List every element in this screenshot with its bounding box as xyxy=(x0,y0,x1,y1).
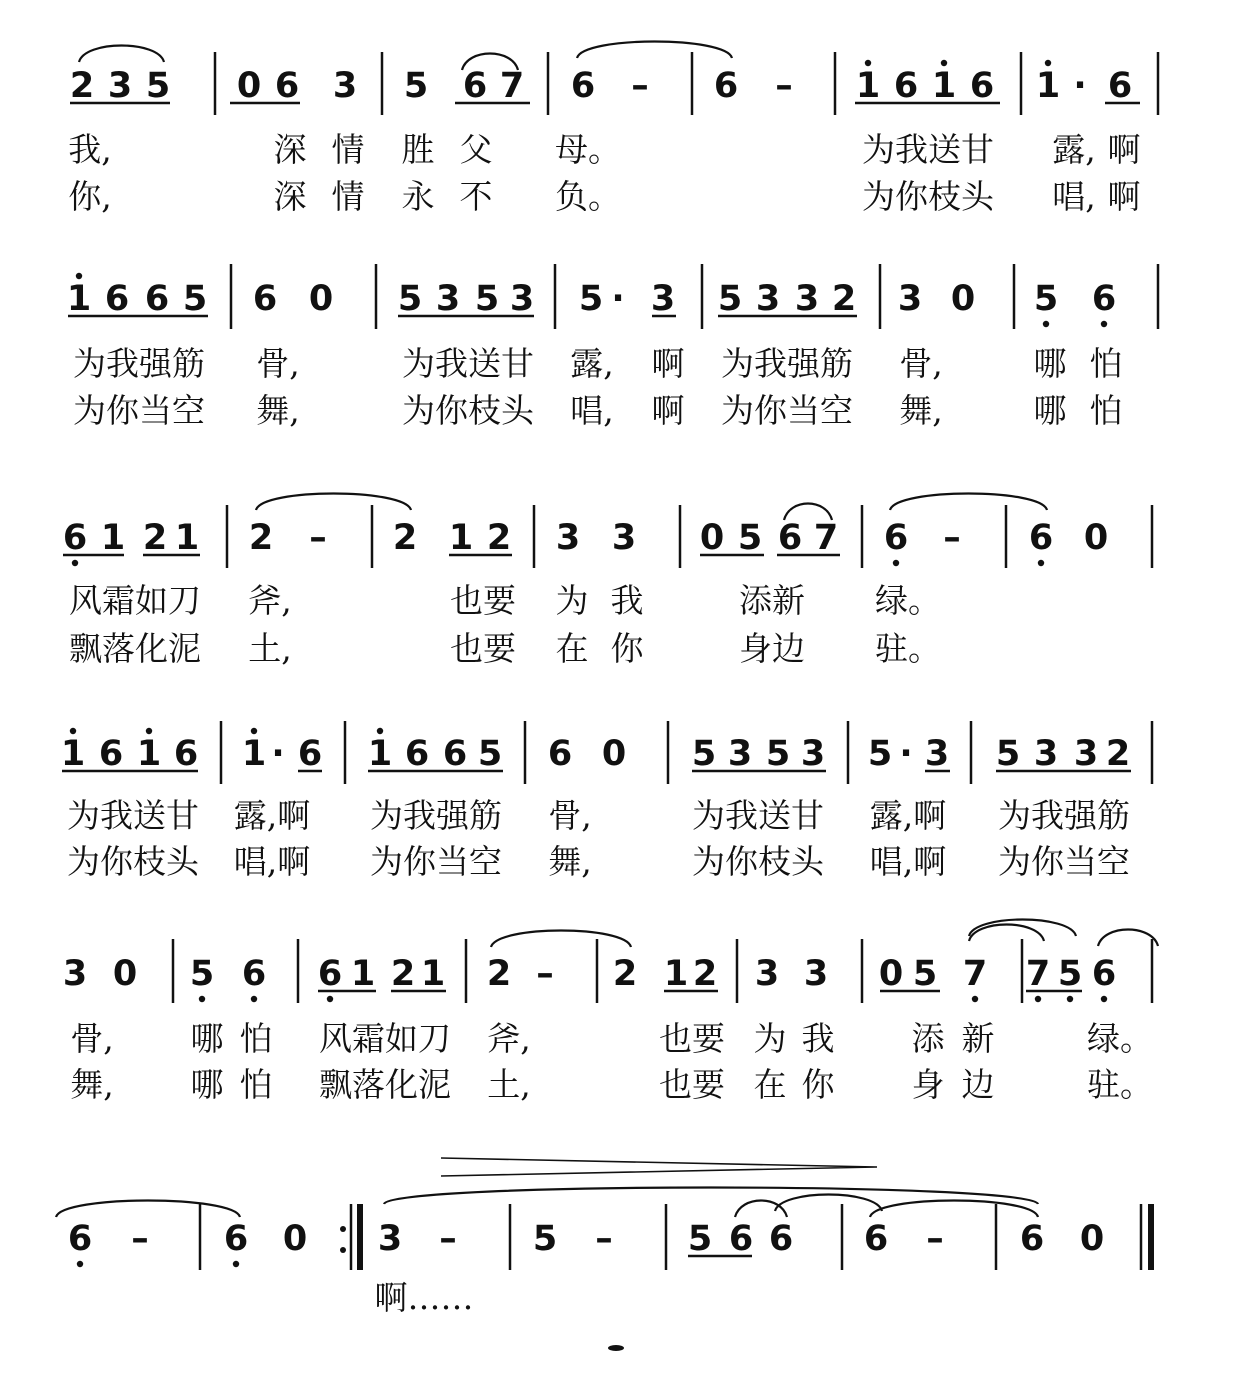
lyric-syllable: 哪 xyxy=(190,1019,224,1058)
note: 6 xyxy=(67,1219,93,1259)
lyric-syllable: 啊 xyxy=(1107,177,1141,216)
lyric-syllable: 舞, xyxy=(256,391,300,430)
lyric-syllable: 为我强筋 xyxy=(998,796,1130,835)
note: 1 xyxy=(931,66,957,106)
octave-dot-high xyxy=(70,728,76,734)
note: 1 xyxy=(420,954,446,994)
note: 0 xyxy=(601,734,627,774)
note: 3 xyxy=(555,518,581,558)
lyric-syllable: 我 xyxy=(610,581,644,620)
note: – xyxy=(131,1219,149,1259)
note: 6 xyxy=(1107,66,1133,106)
lyric-syllable: 风霜如刀 xyxy=(319,1019,451,1058)
note: 3 xyxy=(800,734,826,774)
lyric-syllable: 也要 xyxy=(659,1065,725,1104)
octave-dot-high xyxy=(941,60,947,66)
note: 1 xyxy=(350,954,376,994)
lyric-syllable: 母。 xyxy=(555,130,621,169)
lyric-syllable: 为我强筋 xyxy=(721,344,853,383)
note: 6 xyxy=(241,954,267,994)
note: 6 xyxy=(317,954,343,994)
note: 5 xyxy=(145,66,171,106)
note: 1 xyxy=(1035,66,1061,106)
lyric-syllable: 啊 xyxy=(1107,130,1141,169)
slur xyxy=(870,1201,1038,1218)
lyric-syllable: 我 xyxy=(801,1019,835,1058)
note: 0 xyxy=(699,518,725,558)
lyric-syllable: 风霜如刀 xyxy=(69,581,201,620)
slur xyxy=(256,494,411,511)
octave-dot-low xyxy=(1035,996,1041,1002)
note: 5 xyxy=(737,518,763,558)
note: 6 xyxy=(547,734,573,774)
repeat-dot xyxy=(340,1226,346,1232)
lyric-syllable: 露, xyxy=(1052,130,1096,169)
lyric-syllable: 驻。 xyxy=(875,629,941,668)
lyric-syllable: 为你当空 xyxy=(721,391,853,430)
lyric-syllable: 为我送甘 xyxy=(402,344,534,383)
lyric-syllable: 添新 xyxy=(739,581,805,620)
note: 5 xyxy=(717,279,743,319)
octave-dot-low xyxy=(1038,560,1044,566)
note: 7 xyxy=(499,66,525,106)
lyric-syllable: 露,啊 xyxy=(233,796,311,835)
note: 3 xyxy=(1033,734,1059,774)
lyric-syllable: 斧, xyxy=(487,1019,531,1058)
note: 0 xyxy=(236,66,262,106)
score-system-4 xyxy=(61,721,1152,881)
lyric-syllable: 也要 xyxy=(450,629,516,668)
note: 6 xyxy=(777,518,803,558)
lyric-syllable: 深 xyxy=(273,130,307,169)
lyric-syllable: 舞, xyxy=(548,842,592,881)
decrescendo-hairpin xyxy=(441,1158,877,1176)
note: 2 xyxy=(486,954,512,994)
octave-dot-low xyxy=(893,560,899,566)
note: 6 xyxy=(1019,1219,1045,1259)
note: 3 xyxy=(611,518,637,558)
note: 6 xyxy=(883,518,909,558)
lyric-syllable: 啊 xyxy=(651,391,685,430)
note: 5 xyxy=(765,734,791,774)
lyric-syllable: 唱, xyxy=(1052,177,1096,216)
note: 2 xyxy=(486,518,512,558)
lyric-syllable: 胜 xyxy=(401,130,435,169)
lyric-syllable: 为我送甘 xyxy=(67,796,199,835)
octave-dot-low xyxy=(199,996,205,1002)
note: 5 xyxy=(867,734,893,774)
lyric-syllable: 你, xyxy=(68,177,112,216)
note: 3 xyxy=(754,954,780,994)
note: 3 xyxy=(62,954,88,994)
note: 6 xyxy=(274,66,300,106)
octave-dot-high xyxy=(865,60,871,66)
note: 1 xyxy=(448,518,474,558)
lyric-syllable: 为 xyxy=(555,581,589,620)
slur xyxy=(56,1201,240,1218)
repeat-dot xyxy=(340,1247,346,1253)
note: 1 xyxy=(136,734,162,774)
note: 5 xyxy=(1057,954,1083,994)
note: 1 xyxy=(663,954,689,994)
note: 5 xyxy=(403,66,429,106)
slur xyxy=(79,46,164,63)
lyric-syllable: 舞, xyxy=(899,391,943,430)
note: 0 xyxy=(878,954,904,994)
octave-dot-low xyxy=(972,996,978,1002)
lyric-syllable: 新 xyxy=(961,1019,995,1058)
note: 5 xyxy=(687,1219,713,1259)
note: 5 xyxy=(397,279,423,319)
note: 6 xyxy=(462,66,488,106)
note: 5 xyxy=(474,279,500,319)
note: 3 xyxy=(377,1219,403,1259)
lyric-syllable: 为你当空 xyxy=(998,842,1130,881)
octave-dot-high xyxy=(251,728,257,734)
lyric-syllable: 绿。 xyxy=(1087,1019,1153,1058)
note: 6 xyxy=(104,279,130,319)
lyric-syllable: 情 xyxy=(331,130,365,169)
lyric-syllable: 骨, xyxy=(70,1019,114,1058)
octave-dot-low xyxy=(72,560,78,566)
note: 0 xyxy=(112,954,138,994)
score-system-1 xyxy=(68,42,1158,217)
note: – xyxy=(536,954,554,994)
octave-dot-low xyxy=(77,1261,83,1267)
lyric-syllable: 怕 xyxy=(1089,391,1123,430)
note: · xyxy=(1073,66,1087,106)
note: 0 xyxy=(282,1219,308,1259)
lyric-syllable: 也要 xyxy=(450,581,516,620)
note: 5 xyxy=(189,954,215,994)
note: 2 xyxy=(612,954,638,994)
octave-dot-high xyxy=(76,273,82,279)
note: 3 xyxy=(435,279,461,319)
lyric-syllable: 身 xyxy=(911,1065,945,1104)
lyric-syllable: 舞, xyxy=(70,1065,114,1104)
note: 1 xyxy=(241,734,267,774)
score-system-5 xyxy=(63,920,1158,1105)
note: 2 xyxy=(69,66,95,106)
note: 6 xyxy=(1091,954,1117,994)
note: 6 xyxy=(252,279,278,319)
note: 6 xyxy=(98,734,124,774)
lyric-syllable: 驻。 xyxy=(1087,1065,1153,1104)
lyric-syllable: 土, xyxy=(248,629,292,668)
note: – xyxy=(926,1219,944,1259)
note: 5 xyxy=(691,734,717,774)
note: 6 xyxy=(863,1219,889,1259)
note: 5 xyxy=(912,954,938,994)
note: 2 xyxy=(248,518,274,558)
lyric-syllable: 在 xyxy=(753,1065,787,1104)
lyric-syllable: 为我强筋 xyxy=(73,344,205,383)
note: 2 xyxy=(1105,734,1131,774)
octave-dot-high xyxy=(1045,60,1051,66)
octave-dot-low xyxy=(251,996,257,1002)
octave-dot-low xyxy=(1101,321,1107,327)
lyric-syllable: 为你当空 xyxy=(73,391,205,430)
octave-dot-low xyxy=(1043,321,1049,327)
lyric-syllable: 我, xyxy=(68,130,112,169)
lyric-syllable: 永 xyxy=(401,177,435,216)
note: 6 xyxy=(442,734,468,774)
lyric-syllable: 你 xyxy=(610,629,644,668)
page-mark xyxy=(608,1345,624,1351)
note: 1 xyxy=(100,518,126,558)
lyric-syllable: 为你当空 xyxy=(370,842,502,881)
note: 7 xyxy=(962,954,988,994)
lyric-syllable: 土, xyxy=(487,1065,531,1104)
note: 2 xyxy=(831,279,857,319)
note: 1 xyxy=(174,518,200,558)
note: 6 xyxy=(728,1219,754,1259)
note: 3 xyxy=(1073,734,1099,774)
note: – xyxy=(439,1219,457,1259)
slur xyxy=(775,1195,882,1212)
lyric-syllable: 啊…… xyxy=(374,1278,474,1317)
lyric-syllable: 哪 xyxy=(1033,391,1067,430)
lyric-syllable: 也要 xyxy=(659,1019,725,1058)
lyric-syllable: 为 xyxy=(753,1019,787,1058)
octave-dot-low xyxy=(1067,996,1073,1002)
lyric-syllable: 骨, xyxy=(899,344,943,383)
note: 6 xyxy=(223,1219,249,1259)
note: 1 xyxy=(66,279,92,319)
lyric-syllable: 为我送甘 xyxy=(862,130,994,169)
lyric-syllable: 为你枝头 xyxy=(67,842,199,881)
note: – xyxy=(595,1219,613,1259)
lyric-syllable: 骨, xyxy=(256,344,300,383)
lyric-syllable: 负。 xyxy=(555,177,621,216)
lyric-syllable: 露,啊 xyxy=(869,796,947,835)
lyric-syllable: 父 xyxy=(459,130,493,169)
note: 5 xyxy=(182,279,208,319)
note: 0 xyxy=(308,279,334,319)
note: 3 xyxy=(650,279,676,319)
octave-dot-high xyxy=(377,728,383,734)
octave-dot-low xyxy=(233,1261,239,1267)
note: 5 xyxy=(1033,279,1059,319)
note: 6 xyxy=(893,66,919,106)
slur xyxy=(735,1201,787,1218)
lyric-syllable: 哪 xyxy=(1033,344,1067,383)
note: · xyxy=(271,734,285,774)
lyric-syllable: 骨, xyxy=(548,796,592,835)
octave-dot-low xyxy=(1101,996,1107,1002)
note: 3 xyxy=(509,279,535,319)
note: 2 xyxy=(390,954,416,994)
note: 5 xyxy=(578,279,604,319)
score-system-3 xyxy=(63,494,1152,669)
lyric-syllable: 为我强筋 xyxy=(370,796,502,835)
slur xyxy=(491,931,631,948)
slur xyxy=(890,494,1047,511)
lyric-syllable: 绿。 xyxy=(875,581,941,620)
note: · xyxy=(611,279,625,319)
note: 6 xyxy=(1091,279,1117,319)
note: 1 xyxy=(855,66,881,106)
note: 0 xyxy=(950,279,976,319)
score-system-2 xyxy=(67,264,1158,430)
note: 6 xyxy=(404,734,430,774)
note: 0 xyxy=(1083,518,1109,558)
note: 3 xyxy=(332,66,358,106)
lyric-syllable: 不 xyxy=(459,177,493,216)
note: 1 xyxy=(60,734,86,774)
note: 6 xyxy=(969,66,995,106)
note: 3 xyxy=(794,279,820,319)
note: – xyxy=(631,66,649,106)
note: 3 xyxy=(803,954,829,994)
note: 6 xyxy=(144,279,170,319)
lyric-syllable: 你 xyxy=(801,1065,835,1104)
note: 2 xyxy=(142,518,168,558)
note: 5 xyxy=(532,1219,558,1259)
lyric-syllable: 斧, xyxy=(248,581,292,620)
note: · xyxy=(899,734,913,774)
note: 3 xyxy=(755,279,781,319)
slur xyxy=(1098,930,1158,947)
lyric-syllable: 为你枝头 xyxy=(692,842,824,881)
lyric-syllable: 边 xyxy=(961,1065,995,1104)
note: 0 xyxy=(1079,1219,1105,1259)
lyric-syllable: 情 xyxy=(331,177,365,216)
note: 6 xyxy=(713,66,739,106)
note: 6 xyxy=(768,1219,794,1259)
lyric-syllable: 怕 xyxy=(1089,344,1123,383)
lyric-syllable: 在 xyxy=(555,629,589,668)
note: 3 xyxy=(924,734,950,774)
note: 3 xyxy=(897,279,923,319)
note: – xyxy=(775,66,793,106)
lyric-syllable: 唱,啊 xyxy=(233,842,311,881)
note: 1 xyxy=(367,734,393,774)
note: 6 xyxy=(297,734,323,774)
lyric-syllable: 怕 xyxy=(239,1019,273,1058)
slur xyxy=(577,42,732,59)
lyric-syllable: 唱, xyxy=(570,391,614,430)
lyric-syllable: 身边 xyxy=(739,629,805,668)
note: – xyxy=(943,518,961,558)
score-system-6 xyxy=(56,1188,1104,1318)
note: 3 xyxy=(107,66,133,106)
note: 6 xyxy=(1028,518,1054,558)
note: 5 xyxy=(995,734,1021,774)
note: 6 xyxy=(62,518,88,558)
note: 3 xyxy=(727,734,753,774)
lyric-syllable: 飘落化泥 xyxy=(319,1065,451,1104)
lyric-syllable: 啊 xyxy=(651,344,685,383)
lyric-syllable: 哪 xyxy=(190,1065,224,1104)
lyric-syllable: 怕 xyxy=(239,1065,273,1104)
note: 5 xyxy=(477,734,503,774)
lyric-syllable: 为我送甘 xyxy=(692,796,824,835)
note: 6 xyxy=(570,66,596,106)
lyric-syllable: 为你枝头 xyxy=(862,177,994,216)
lyric-syllable: 为你枝头 xyxy=(402,391,534,430)
note: 6 xyxy=(173,734,199,774)
lyric-syllable: 飘落化泥 xyxy=(69,629,201,668)
note: 7 xyxy=(813,518,839,558)
lyric-syllable: 深 xyxy=(273,177,307,216)
octave-dot-high xyxy=(146,728,152,734)
note: 2 xyxy=(392,518,418,558)
lyric-syllable: 露, xyxy=(570,344,614,383)
lyric-syllable: 添 xyxy=(911,1019,945,1058)
note: 7 xyxy=(1025,954,1051,994)
lyric-syllable: 唱,啊 xyxy=(869,842,947,881)
note: – xyxy=(309,518,327,558)
note: 2 xyxy=(692,954,718,994)
octave-dot-low xyxy=(327,996,333,1002)
